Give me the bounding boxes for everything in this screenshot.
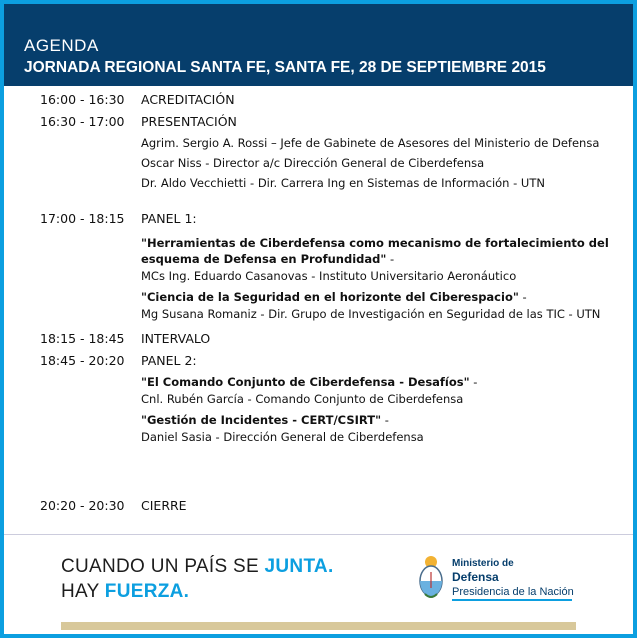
agenda-label: INTERVALO — [141, 331, 211, 346]
talk-title: "Herramientas de Ciberdefensa como mecanismo de fortalecimiento del — [141, 236, 609, 250]
talk-title: esquema de Defensa en Profundidad" - — [141, 252, 395, 266]
talk-speaker: Cnl. Rubén García - Comando Conjunto de Ciberdefensa — [141, 392, 464, 406]
agenda-label: PRESENTACIÓN — [141, 114, 237, 129]
talk-speaker: MCs Ing. Eduardo Casanovas - Instituto Universitario Aeronáutico — [141, 269, 517, 283]
time-slot: 16:00 - 16:30 — [40, 92, 125, 107]
presenter-line: Dr. Aldo Vecchietti - Dir. Carrera Ing en Sistemas de Información - UTN — [141, 176, 545, 190]
slogan-line-1: CUANDO UN PAÍS SE JUNTA. — [61, 556, 334, 577]
footer-divider — [4, 534, 633, 535]
time-slot: 16:30 - 17:00 — [40, 114, 125, 129]
talk-title: "Gestión de Incidentes - CERT/CSIRT" - — [141, 413, 389, 427]
bottom-accent-bar — [61, 622, 576, 630]
time-slot: 18:15 - 18:45 — [40, 331, 125, 346]
slogan-line-2: HAY FUERZA. — [61, 581, 190, 602]
agenda-label: PANEL 2: — [141, 353, 197, 368]
talk-speaker: Daniel Sasia - Dirección General de Ciberdefensa — [141, 430, 424, 444]
talk-speaker: Mg Susana Romaniz - Dir. Grupo de Investigación en Seguridad de las TIC - UTN — [141, 307, 601, 321]
agenda-label: CIERRE — [141, 498, 187, 513]
page-subtitle: JORNADA REGIONAL SANTA FE, SANTA FE, 28 DE SEPTIEMBRE 2015 — [24, 59, 546, 76]
time-slot: 20:20 - 20:30 — [40, 498, 125, 513]
time-slot: 18:45 - 20:20 — [40, 353, 125, 368]
coat-of-arms-icon — [416, 554, 446, 600]
page-title: AGENDA — [24, 36, 99, 55]
presenter-line: Agrim. Sergio A. Rossi – Jefe de Gabinete de Asesores del Ministerio de Defensa — [141, 136, 600, 150]
agenda-label: PANEL 1: — [141, 211, 197, 226]
header-banner — [4, 4, 633, 86]
ministry-logo — [416, 552, 576, 604]
ministry-line-1: Ministerio de — [452, 558, 514, 569]
ministry-line-3: Presidencia de la Nación — [452, 586, 574, 598]
time-slot: 17:00 - 18:15 — [40, 211, 125, 226]
agenda-label: ACREDITACIÓN — [141, 92, 235, 107]
ministry-underline — [452, 599, 572, 601]
ministry-line-2: Defensa — [452, 570, 499, 584]
talk-title: "Ciencia de la Seguridad en el horizonte del Ciberespacio" - — [141, 290, 527, 304]
presenter-line: Oscar Niss - Director a/c Dirección General de Ciberdefensa — [141, 156, 485, 170]
talk-title: "El Comando Conjunto de Ciberdefensa - Desafíos" - — [141, 375, 478, 389]
